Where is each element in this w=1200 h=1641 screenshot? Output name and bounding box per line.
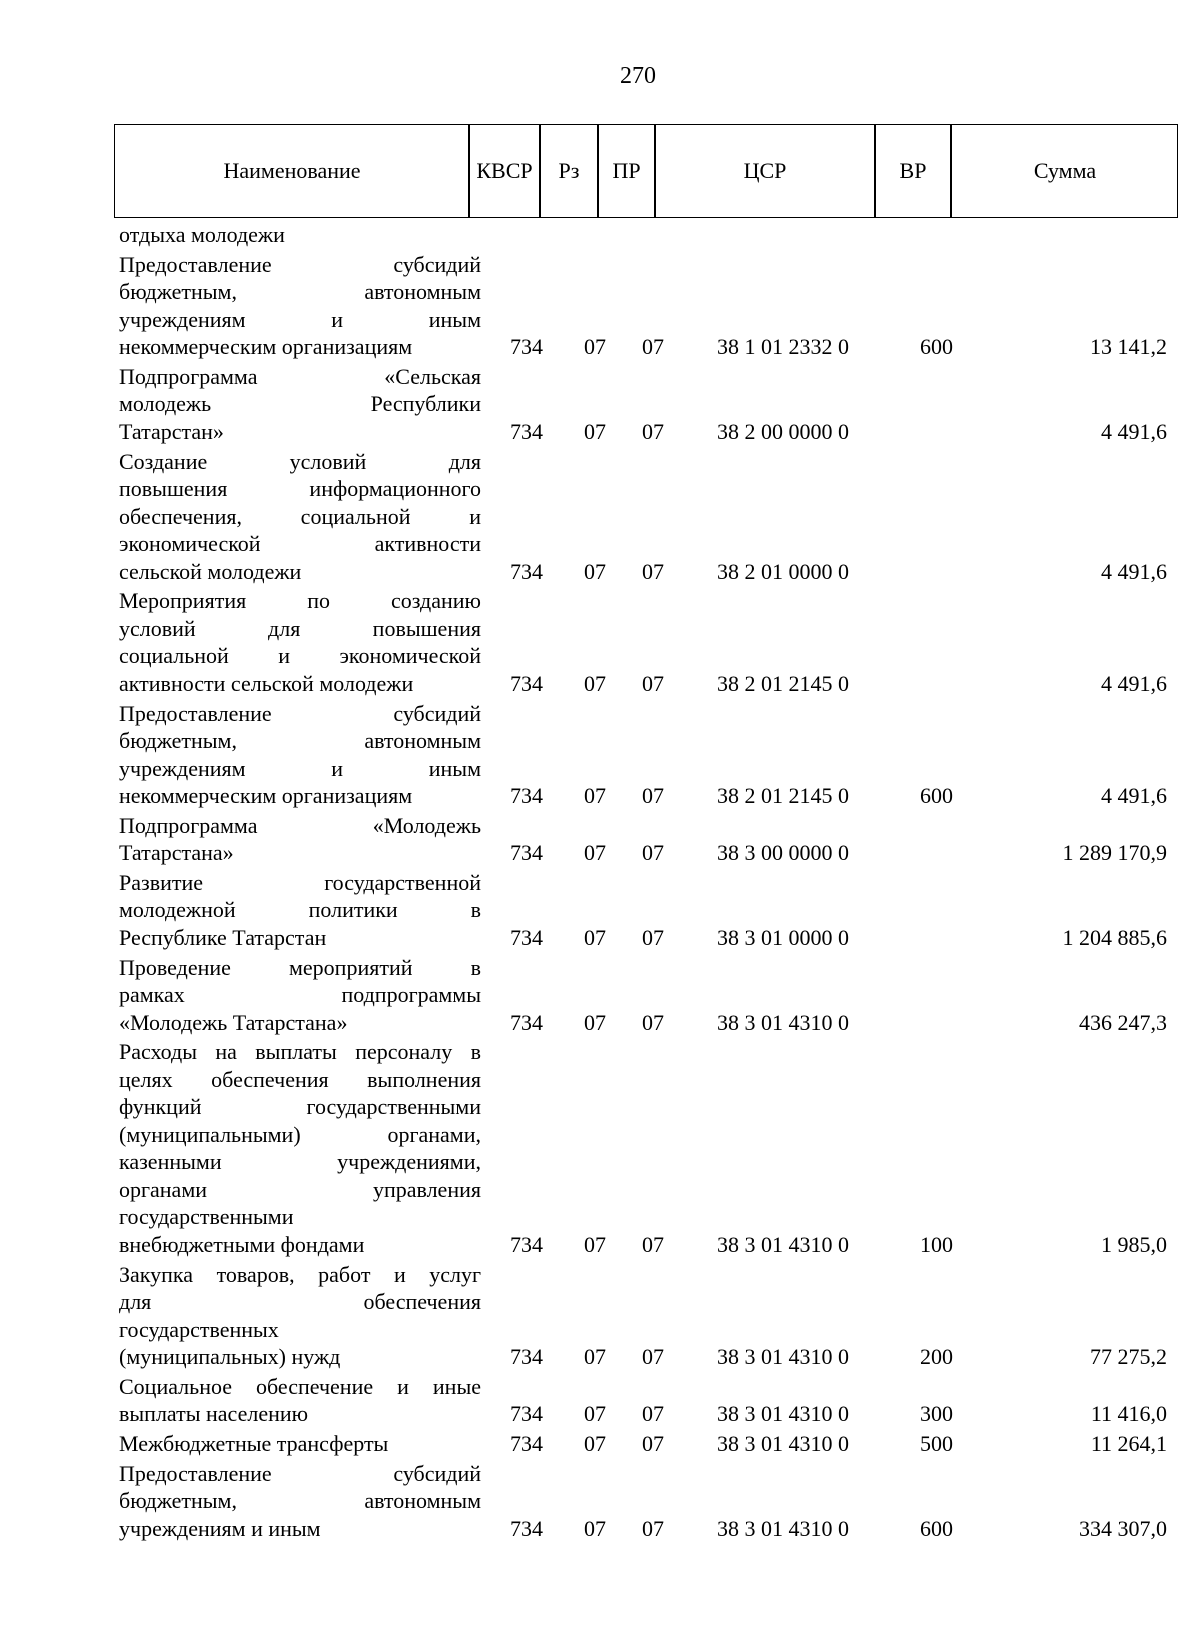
cell-sum: 1 204 885,6: [1062, 924, 1167, 950]
cell-kvsr: 734: [510, 1231, 543, 1257]
header-name: Наименование: [223, 158, 361, 183]
cell-name-line: государственными: [119, 1204, 294, 1230]
cell-csr: 38 3 01 4310 0: [717, 1430, 849, 1456]
cell-kvsr: 734: [510, 1430, 543, 1456]
table-row: [0, 1373, 1200, 1428]
header-sum: Сумма: [1033, 158, 1097, 183]
cell-name-line: Республике Татарстан: [119, 924, 327, 950]
table-row: [0, 1460, 1200, 1543]
cell-rz: 07: [584, 783, 606, 808]
cell-sum: 77 275,2: [1090, 1344, 1167, 1369]
cell-name-line: органами управления: [119, 1176, 481, 1202]
cell-sum: 11 264,1: [1090, 1430, 1167, 1456]
cell-name-line: Закупка товаров, работ и услуг: [119, 1261, 481, 1287]
cell-name-line: Развитие государственной: [119, 869, 481, 895]
cell-name-line: Предоставление субсидий: [119, 1460, 481, 1486]
cell-rz: 07: [584, 840, 606, 866]
cell-name-line: «Молодежь Татарстана»: [119, 1009, 348, 1035]
cell-rz: 07: [584, 334, 606, 360]
cell-name-line: активности сельской молодежи: [119, 670, 414, 696]
cell-name-line: Предоставление субсидий: [119, 251, 481, 277]
cell-name-line: экономической активности: [119, 531, 481, 557]
cell-name-line: бюджетным, автономным: [119, 1488, 481, 1514]
cell-kvsr: 734: [510, 418, 543, 444]
cell-sum: 4 491,6: [1101, 670, 1167, 696]
cell-rz: 07: [584, 1009, 606, 1035]
cell-name-line: молодежной политики в: [119, 897, 481, 923]
table-row: [0, 1038, 1200, 1258]
cell-csr: 38 2 00 0000 0: [717, 418, 849, 444]
cell-kvsr: 734: [510, 1515, 543, 1541]
cell-name: [119, 1261, 481, 1371]
cell-csr: 38 3 01 4310 0: [717, 1231, 849, 1257]
header-rz: Рз: [558, 158, 580, 183]
cell-sum: 1 289 170,9: [1062, 840, 1167, 866]
cell-name-line: Подпрограмма «Молодежь: [119, 812, 481, 838]
cell-name-line: обеспечения, социальной и: [119, 503, 481, 529]
cell-vr: 500: [920, 1430, 953, 1456]
cell-kvsr: 734: [510, 783, 543, 808]
table-row: [0, 1261, 1200, 1371]
cell-csr: 38 2 01 2145 0: [717, 670, 849, 696]
cell-name-line: некоммерческим организациям: [119, 334, 413, 360]
cell-name-line: молодежь Республики: [119, 391, 481, 417]
cell-name-line: Межбюджетные трансферты: [119, 1430, 389, 1456]
cell-name: [119, 869, 481, 952]
cell-name: [119, 1038, 481, 1258]
cell-kvsr: 734: [510, 1401, 543, 1427]
cell-sum: 11 416,0: [1090, 1401, 1167, 1427]
cell-kvsr: 734: [510, 1344, 543, 1369]
cell-pr: 07: [642, 1344, 664, 1369]
cell-name-line: (муниципальными) органами,: [119, 1121, 481, 1147]
cell-pr: 07: [642, 783, 664, 808]
table-row: [0, 954, 1200, 1037]
cell-name-line: целях обеспечения выполнения: [119, 1066, 481, 1092]
cell-name: [119, 448, 481, 586]
cell-name-line: Расходы на выплаты персоналу в: [119, 1039, 481, 1065]
cell-name: [119, 812, 481, 867]
cell-name-line: для обеспечения: [119, 1289, 481, 1314]
cell-name-line: Подпрограмма «Сельская: [119, 363, 481, 389]
cell-name: [119, 1460, 481, 1543]
cell-name-line: условий для повышения: [119, 615, 481, 641]
cell-vr: 100: [920, 1231, 953, 1257]
cell-name: [119, 1373, 481, 1428]
cell-rz: 07: [584, 1231, 606, 1257]
cell-pr: 07: [642, 418, 664, 444]
cell-name-line: казенными учреждениями,: [119, 1149, 481, 1175]
cell-name-line: Социальное обеспечение и иные: [119, 1373, 481, 1399]
cell-rz: 07: [584, 670, 606, 696]
cell-pr: 07: [642, 840, 664, 866]
cell-rz: 07: [584, 418, 606, 444]
table-row: [0, 869, 1200, 952]
cell-sum: 4 491,6: [1101, 418, 1167, 444]
table-row: [0, 700, 1200, 810]
cell-kvsr: 734: [510, 1009, 543, 1035]
cell-csr: 38 3 00 0000 0: [717, 840, 849, 866]
cell-rz: 07: [584, 1430, 606, 1456]
table-row: [0, 363, 1200, 446]
cell-name: [119, 700, 481, 810]
cell-rz: 07: [584, 924, 606, 950]
cell-sum: 334 307,0: [1079, 1515, 1167, 1541]
table-row: [0, 1430, 1200, 1458]
cell-csr: 38 3 01 0000 0: [717, 924, 849, 950]
cell-csr: 38 3 01 4310 0: [717, 1515, 849, 1541]
cell-sum: 13 141,2: [1090, 334, 1167, 360]
header-kvsr: КВСР: [476, 158, 533, 183]
cell-name-line: Создание условий для: [119, 448, 481, 474]
cell-csr: 38 3 01 4310 0: [717, 1009, 849, 1035]
cell-name-line: отдыха молодежи: [119, 222, 285, 247]
cell-sum: 436 247,3: [1079, 1009, 1167, 1035]
cell-name: [119, 221, 481, 249]
cell-name: [119, 1430, 481, 1458]
cell-pr: 07: [642, 1231, 664, 1257]
cell-name-line: повышения информационного: [119, 476, 481, 502]
cell-name-line: функций государственными: [119, 1094, 481, 1120]
cell-vr: 200: [920, 1344, 953, 1369]
cell-name: [119, 587, 481, 697]
cell-pr: 07: [642, 334, 664, 360]
cell-csr: 38 2 01 0000 0: [717, 558, 849, 584]
cell-name-line: бюджетным, автономным: [119, 728, 481, 753]
cell-name: [119, 954, 481, 1037]
cell-name-line: бюджетным, автономным: [119, 279, 481, 305]
cell-name-line: некоммерческим организациям: [119, 783, 413, 808]
cell-name-line: учреждениям и иным: [119, 755, 481, 781]
cell-pr: 07: [642, 924, 664, 950]
cell-rz: 07: [584, 558, 606, 584]
header-csr: ЦСР: [743, 158, 787, 183]
header-pr: ПР: [612, 158, 641, 183]
cell-name-line: учреждениям и иным: [119, 306, 481, 332]
table-row: [0, 221, 1200, 249]
cell-vr: 600: [920, 1515, 953, 1541]
cell-name-line: Проведение мероприятий в: [119, 954, 481, 980]
cell-name-line: Татарстана»: [119, 840, 234, 866]
cell-vr: 300: [920, 1401, 953, 1427]
cell-pr: 07: [642, 1430, 664, 1456]
table-row: [0, 448, 1200, 586]
table-row: [0, 587, 1200, 697]
cell-pr: 07: [642, 1515, 664, 1541]
cell-name-line: сельской молодежи: [119, 558, 302, 584]
cell-vr: 600: [920, 783, 953, 808]
cell-kvsr: 734: [510, 840, 543, 866]
cell-name-line: (муниципальных) нужд: [119, 1344, 341, 1369]
cell-rz: 07: [584, 1515, 606, 1541]
cell-vr: 600: [920, 334, 953, 360]
cell-kvsr: 734: [510, 670, 543, 696]
cell-csr: 38 1 01 2332 0: [717, 334, 849, 360]
cell-name-line: учреждениям и иным: [119, 1515, 321, 1541]
cell-name-line: социальной и экономической: [119, 643, 481, 669]
cell-name-line: государственных: [119, 1316, 279, 1342]
cell-pr: 07: [642, 670, 664, 696]
cell-csr: 38 3 01 4310 0: [717, 1401, 849, 1427]
cell-pr: 07: [642, 1009, 664, 1035]
cell-name-line: рамках подпрограммы: [119, 982, 481, 1008]
cell-kvsr: 734: [510, 558, 543, 584]
cell-name-line: внебюджетными фондами: [119, 1231, 365, 1257]
cell-name-line: Татарстан»: [119, 418, 224, 444]
cell-sum: 4 491,6: [1101, 783, 1167, 808]
cell-name-line: Предоставление субсидий: [119, 700, 481, 726]
table-row: [0, 812, 1200, 867]
cell-rz: 07: [584, 1344, 606, 1369]
cell-pr: 07: [642, 558, 664, 584]
cell-kvsr: 734: [510, 924, 543, 950]
cell-sum: 4 491,6: [1101, 558, 1167, 584]
cell-name-line: выплаты населению: [119, 1401, 309, 1427]
header-vr: ВР: [899, 158, 927, 183]
cell-kvsr: 734: [510, 334, 543, 360]
cell-rz: 07: [584, 1401, 606, 1427]
cell-csr: 38 3 01 4310 0: [717, 1344, 849, 1369]
cell-name: [119, 363, 481, 446]
cell-name-line: Мероприятия по созданию: [119, 588, 481, 614]
cell-name: [119, 251, 481, 361]
table-row: [0, 251, 1200, 361]
page-number: 270: [620, 63, 656, 89]
cell-csr: 38 2 01 2145 0: [717, 783, 849, 808]
cell-pr: 07: [642, 1401, 664, 1427]
cell-sum: 1 985,0: [1101, 1231, 1167, 1257]
